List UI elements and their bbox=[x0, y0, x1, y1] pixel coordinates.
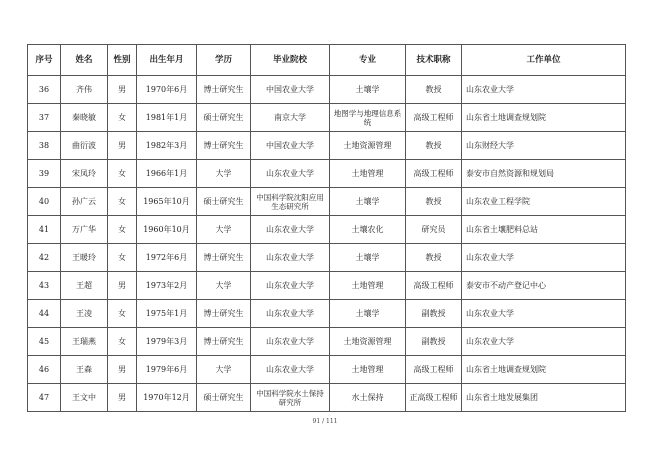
cell-col-major: 地图学与地理信息系统 bbox=[330, 104, 406, 132]
cell-col-employer: 山东省土壤肥料总站 bbox=[462, 216, 626, 244]
cell-col-name: 王暖玲 bbox=[61, 244, 108, 272]
cell-col-title: 高级工程师 bbox=[406, 272, 462, 300]
cell-col-index: 39 bbox=[28, 160, 61, 188]
cell-col-index: 45 bbox=[28, 328, 61, 356]
cell-col-gender: 女 bbox=[108, 244, 137, 272]
cell-col-employer: 山东省土地调查规划院 bbox=[462, 356, 626, 384]
cell-col-gender: 女 bbox=[108, 300, 137, 328]
cell-col-major: 土地管理 bbox=[330, 160, 406, 188]
cell-col-employer: 山东农业大学 bbox=[462, 244, 626, 272]
cell-col-employer: 山东农业大学 bbox=[462, 328, 626, 356]
cell-col-education: 大学 bbox=[197, 160, 251, 188]
cell-col-education: 博士研究生 bbox=[197, 76, 251, 104]
cell-col-school: 山东农业大学 bbox=[251, 328, 330, 356]
cell-col-birth: 1970年12月 bbox=[137, 384, 197, 412]
table-row bbox=[28, 160, 626, 188]
staff-table bbox=[27, 44, 626, 412]
cell-col-title: 副教授 bbox=[406, 328, 462, 356]
cell-col-school: 山东农业大学 bbox=[251, 272, 330, 300]
cell-col-name: 齐伟 bbox=[61, 76, 108, 104]
cell-col-major: 土地资源管理 bbox=[330, 132, 406, 160]
cell-col-name: 王瑞燕 bbox=[61, 328, 108, 356]
cell-col-title: 高级工程师 bbox=[406, 104, 462, 132]
cell-col-gender: 男 bbox=[108, 132, 137, 160]
cell-col-title: 教授 bbox=[406, 132, 462, 160]
cell-col-major: 土壤学 bbox=[330, 300, 406, 328]
table-row bbox=[28, 328, 626, 356]
cell-col-birth: 1970年6月 bbox=[137, 76, 197, 104]
cell-col-employer: 山东农业大学 bbox=[462, 76, 626, 104]
cell-col-name: 王超 bbox=[61, 272, 108, 300]
cell-col-title: 高级工程师 bbox=[406, 160, 462, 188]
header-col-title: 技术职称 bbox=[406, 45, 462, 76]
table-row bbox=[28, 132, 626, 160]
cell-col-index: 47 bbox=[28, 384, 61, 412]
cell-col-school: 中国科学院沈阳应用生态研究所 bbox=[251, 188, 330, 216]
header-col-education: 学历 bbox=[197, 45, 251, 76]
cell-col-index: 43 bbox=[28, 272, 61, 300]
cell-col-employer: 山东农业大学 bbox=[462, 300, 626, 328]
cell-col-school: 山东农业大学 bbox=[251, 216, 330, 244]
cell-col-major: 水土保持 bbox=[330, 384, 406, 412]
cell-col-name: 王凌 bbox=[61, 300, 108, 328]
header-col-name: 姓名 bbox=[61, 45, 108, 76]
cell-col-school: 中国科学院水土保持研究所 bbox=[251, 384, 330, 412]
cell-col-birth: 1960年10月 bbox=[137, 216, 197, 244]
cell-col-name: 秦晓敏 bbox=[61, 104, 108, 132]
cell-col-education: 硕士研究生 bbox=[197, 188, 251, 216]
table-row bbox=[28, 384, 626, 412]
cell-col-index: 44 bbox=[28, 300, 61, 328]
table-row bbox=[28, 216, 626, 244]
cell-col-major: 土壤学 bbox=[330, 188, 406, 216]
cell-col-birth: 1979年3月 bbox=[137, 328, 197, 356]
cell-col-title: 高级工程师 bbox=[406, 356, 462, 384]
cell-col-education: 大学 bbox=[197, 272, 251, 300]
cell-col-title: 教授 bbox=[406, 76, 462, 104]
header-col-index: 序号 bbox=[28, 45, 61, 76]
cell-col-gender: 女 bbox=[108, 104, 137, 132]
cell-col-gender: 女 bbox=[108, 160, 137, 188]
cell-col-school: 山东农业大学 bbox=[251, 160, 330, 188]
cell-col-school: 山东农业大学 bbox=[251, 300, 330, 328]
cell-col-name: 王森 bbox=[61, 356, 108, 384]
cell-col-education: 硕士研究生 bbox=[197, 384, 251, 412]
cell-col-birth: 1979年6月 bbox=[137, 356, 197, 384]
cell-col-title: 正高级工程师 bbox=[406, 384, 462, 412]
cell-col-school: 南京大学 bbox=[251, 104, 330, 132]
cell-col-employer: 泰安市自然资源和规划局 bbox=[462, 160, 626, 188]
cell-col-employer: 山东财经大学 bbox=[462, 132, 626, 160]
cell-col-name: 孙广云 bbox=[61, 188, 108, 216]
cell-col-major: 土壤农化 bbox=[330, 216, 406, 244]
cell-col-gender: 男 bbox=[108, 384, 137, 412]
cell-col-employer: 山东省土地发展集团 bbox=[462, 384, 626, 412]
header-col-school: 毕业院校 bbox=[251, 45, 330, 76]
cell-col-index: 40 bbox=[28, 188, 61, 216]
cell-col-name: 王文中 bbox=[61, 384, 108, 412]
header-col-gender: 性别 bbox=[108, 45, 137, 76]
cell-col-education: 博士研究生 bbox=[197, 328, 251, 356]
cell-col-employer: 泰安市不动产登记中心 bbox=[462, 272, 626, 300]
cell-col-major: 土地管理 bbox=[330, 356, 406, 384]
table-row bbox=[28, 188, 626, 216]
cell-col-birth: 1973年2月 bbox=[137, 272, 197, 300]
cell-col-birth: 1965年10月 bbox=[137, 188, 197, 216]
table-row bbox=[28, 104, 626, 132]
cell-col-school: 山东农业大学 bbox=[251, 356, 330, 384]
cell-col-gender: 男 bbox=[108, 76, 137, 104]
cell-col-title: 教授 bbox=[406, 244, 462, 272]
cell-col-major: 土壤学 bbox=[330, 76, 406, 104]
cell-col-name: 宋凤玲 bbox=[61, 160, 108, 188]
cell-col-school: 中国农业大学 bbox=[251, 76, 330, 104]
table-row bbox=[28, 76, 626, 104]
cell-col-employer: 山东农业工程学院 bbox=[462, 188, 626, 216]
cell-col-index: 46 bbox=[28, 356, 61, 384]
cell-col-education: 大学 bbox=[197, 356, 251, 384]
cell-col-birth: 1981年1月 bbox=[137, 104, 197, 132]
table-row bbox=[28, 356, 626, 384]
cell-col-birth: 1982年3月 bbox=[137, 132, 197, 160]
cell-col-birth: 1972年6月 bbox=[137, 244, 197, 272]
cell-col-education: 大学 bbox=[197, 216, 251, 244]
cell-col-birth: 1975年1月 bbox=[137, 300, 197, 328]
cell-col-index: 41 bbox=[28, 216, 61, 244]
cell-col-major: 土地管理 bbox=[330, 272, 406, 300]
cell-col-name: 曲衍波 bbox=[61, 132, 108, 160]
table-header-row bbox=[28, 45, 626, 76]
cell-col-index: 38 bbox=[28, 132, 61, 160]
cell-col-index: 37 bbox=[28, 104, 61, 132]
cell-col-title: 副教授 bbox=[406, 300, 462, 328]
cell-col-education: 硕士研究生 bbox=[197, 104, 251, 132]
cell-col-employer: 山东省土地调查规划院 bbox=[462, 104, 626, 132]
cell-col-index: 42 bbox=[28, 244, 61, 272]
table-row bbox=[28, 244, 626, 272]
cell-col-gender: 男 bbox=[108, 272, 137, 300]
cell-col-index: 36 bbox=[28, 76, 61, 104]
cell-col-gender: 男 bbox=[108, 356, 137, 384]
page-number: 91 / 111 bbox=[312, 418, 338, 425]
cell-col-gender: 女 bbox=[108, 216, 137, 244]
header-col-employer: 工作单位 bbox=[462, 45, 626, 76]
cell-col-education: 博士研究生 bbox=[197, 132, 251, 160]
cell-col-name: 万广华 bbox=[61, 216, 108, 244]
table-row bbox=[28, 272, 626, 300]
cell-col-school: 中国农业大学 bbox=[251, 132, 330, 160]
cell-col-title: 教授 bbox=[406, 188, 462, 216]
cell-col-major: 土壤学 bbox=[330, 244, 406, 272]
cell-col-gender: 女 bbox=[108, 328, 137, 356]
header-col-birth: 出生年月 bbox=[137, 45, 197, 76]
table-row bbox=[28, 300, 626, 328]
cell-col-education: 博士研究生 bbox=[197, 244, 251, 272]
cell-col-birth: 1966年1月 bbox=[137, 160, 197, 188]
header-col-major: 专业 bbox=[330, 45, 406, 76]
cell-col-education: 博士研究生 bbox=[197, 300, 251, 328]
cell-col-title: 研究员 bbox=[406, 216, 462, 244]
cell-col-major: 土地资源管理 bbox=[330, 328, 406, 356]
cell-col-gender: 女 bbox=[108, 188, 137, 216]
cell-col-school: 山东农业大学 bbox=[251, 244, 330, 272]
